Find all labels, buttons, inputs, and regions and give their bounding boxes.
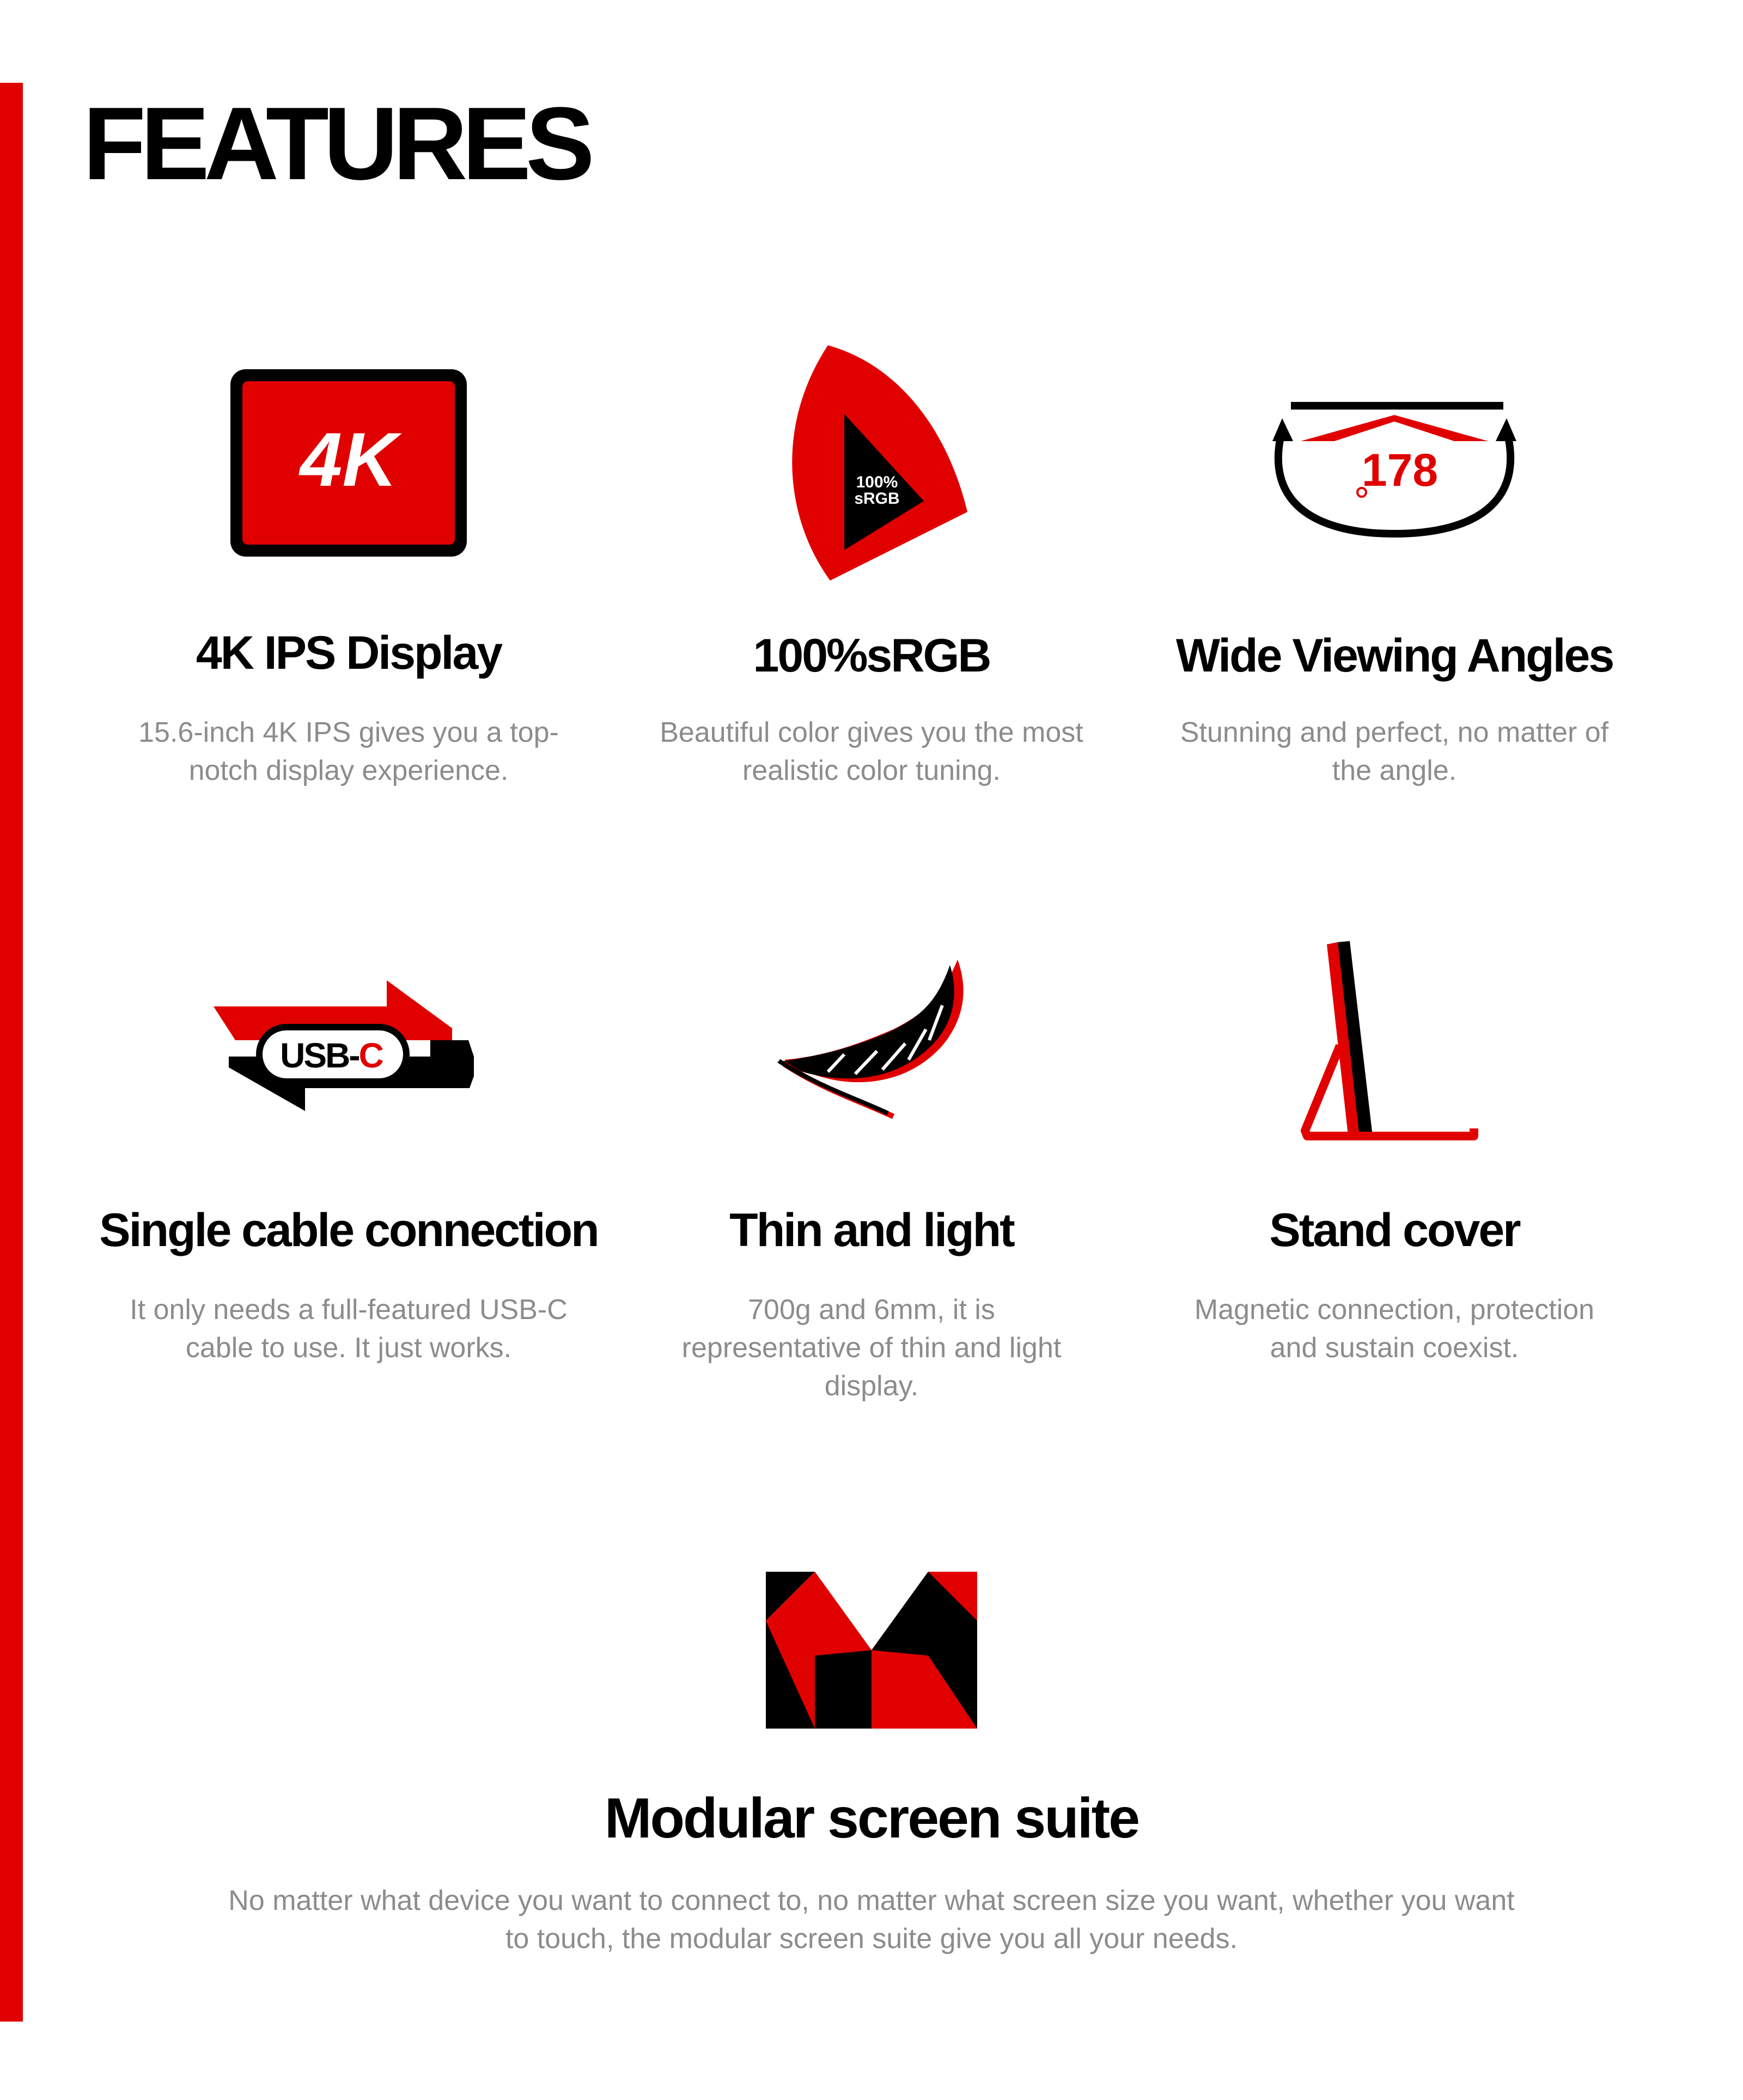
stand-cover-icon — [1285, 937, 1503, 1155]
feature-modular — [163, 1558, 1580, 1971]
srgb-label-line2: sRGB — [854, 490, 900, 508]
feature-desc: Stunning and perfect, no matter of the angle. — [1180, 717, 1609, 786]
page-title: FEATURES — [83, 86, 589, 202]
modular-m-icon — [763, 1568, 980, 1732]
accent-bar — [0, 83, 23, 2022]
usb-label: USB- — [280, 1036, 359, 1075]
feather-icon — [763, 953, 980, 1127]
4k-display-icon — [226, 365, 471, 561]
feature-title: Single cable connection — [99, 1204, 598, 1256]
viewing-angle-icon — [1269, 392, 1520, 555]
srgb-gamut-icon — [763, 343, 980, 594]
feature-title: Wide Viewing Angles — [1175, 630, 1613, 682]
feature-title: 100%sRGB — [753, 630, 990, 682]
feature-thin-light — [605, 948, 1138, 1427]
srgb-label-line1: 100% — [856, 473, 898, 491]
svg-text:USB-C — [280, 1036, 383, 1075]
feature-desc: Beautiful color gives you the most realistic color tuning. — [660, 717, 1083, 786]
feature-title: 4K IPS Display — [196, 627, 502, 679]
feature-desc: Magnetic connection, protection and sustain coexist. — [1194, 1294, 1595, 1364]
4k-label: 4K — [300, 417, 398, 502]
feature-desc: 700g and 6mm, it is representative of thin and light display. — [681, 1294, 1062, 1402]
feature-usb-c — [82, 959, 615, 1416]
usb-c-cable-icon — [207, 969, 490, 1122]
feature-title: Modular screen suite — [604, 1787, 1139, 1850]
feature-desc: 15.6-inch 4K IPS gives you a top-notch display experience. — [138, 717, 559, 786]
feature-srgb — [605, 327, 1138, 795]
feature-title: Thin and light — [729, 1204, 1014, 1256]
angle-label: 178 — [1361, 444, 1439, 496]
feature-4k-display — [82, 359, 615, 795]
feature-desc: It only needs a full-featured USB-C cable to use. It just works. — [130, 1294, 568, 1364]
feature-desc: No matter what device you want to connect to, no matter what screen size you want, whether you want to touch, the modular screen suite give you all your needs. — [228, 1885, 1515, 1955]
feature-stand-cover — [1128, 926, 1661, 1427]
usb-c-label: C — [358, 1036, 382, 1075]
feature-title: Stand cover — [1269, 1204, 1520, 1256]
feature-viewing-angles — [1128, 327, 1661, 795]
